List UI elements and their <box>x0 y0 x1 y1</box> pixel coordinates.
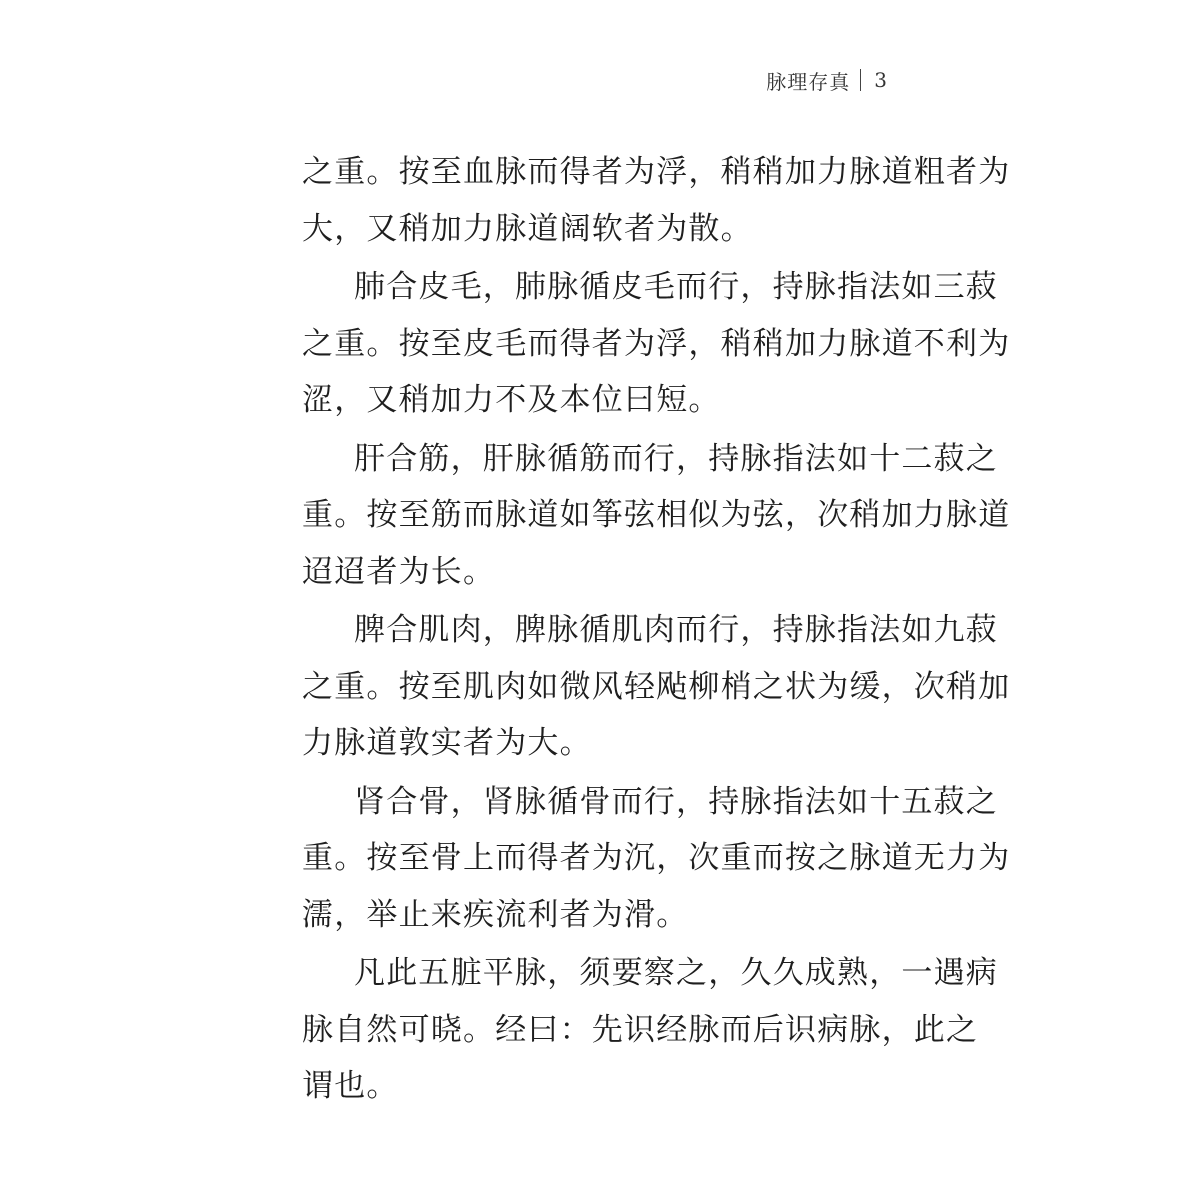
paragraph-line: 大，又稍加力脉道阔软者为散。 <box>302 210 753 247</box>
paragraph-line: 肺合皮毛，肺脉循皮毛而行，持脉指法如三菽 <box>354 269 998 305</box>
paragraph-line: 之重。按至血脉而得者为浮，稍稍加力脉道粗者为 <box>302 154 1011 190</box>
paragraph-line: 脾合肌肉，脾脉循肌肉而行，持脉指法如九菽 <box>354 612 998 648</box>
paragraph-6 <box>302 945 998 1115</box>
paragraph-line: 凡此五脏平脉，须要察之，久久成熟，一遇病 <box>354 955 998 991</box>
paragraph-line: 肾合骨，肾脉循骨而行，持脉指法如十五菽之 <box>354 783 998 820</box>
running-header-title: 脉理存真 <box>766 69 851 94</box>
paragraph-2 <box>302 259 1011 429</box>
paragraph-line: 迢迢者为长。 <box>302 553 496 590</box>
paragraph-line: 谓也。 <box>302 1068 399 1104</box>
paragraph-1 <box>302 144 1011 257</box>
paragraph-3 <box>302 431 1011 601</box>
paragraph-line: 重。按至骨上而得者为沉，次重而按之脉道无力为 <box>302 840 1011 876</box>
paragraph-line: 肝合筋，肝脉循筋而行，持脉指法如十二菽之 <box>354 440 998 477</box>
paragraph-line: 濡，举止来疾流利者为滑。 <box>302 896 689 933</box>
paragraph-line: 力脉道敦实者为大。 <box>302 725 592 761</box>
paragraph-line: 之重。按至皮毛而得者为浮，稍稍加力脉道不利为 <box>302 325 1011 362</box>
paragraph-5 <box>302 774 1011 944</box>
body-text <box>302 144 1011 1117</box>
paragraph-line: 脉自然可晓。经曰：先识经脉而后识病脉，此之 <box>302 1011 979 1048</box>
paragraph-line: 之重。按至肌肉如微风轻飐柳梢之状为缓，次稍加 <box>302 668 1011 705</box>
paragraph-4 <box>302 602 1011 772</box>
header-divider <box>860 69 861 91</box>
paragraph-line: 重。按至筋而脉道如筝弦相似为弦，次稍加力脉道 <box>302 497 1011 533</box>
running-header <box>766 64 888 96</box>
page-number: 3 <box>874 68 888 92</box>
paragraph-line: 涩，又稍加力不及本位曰短。 <box>302 382 721 418</box>
